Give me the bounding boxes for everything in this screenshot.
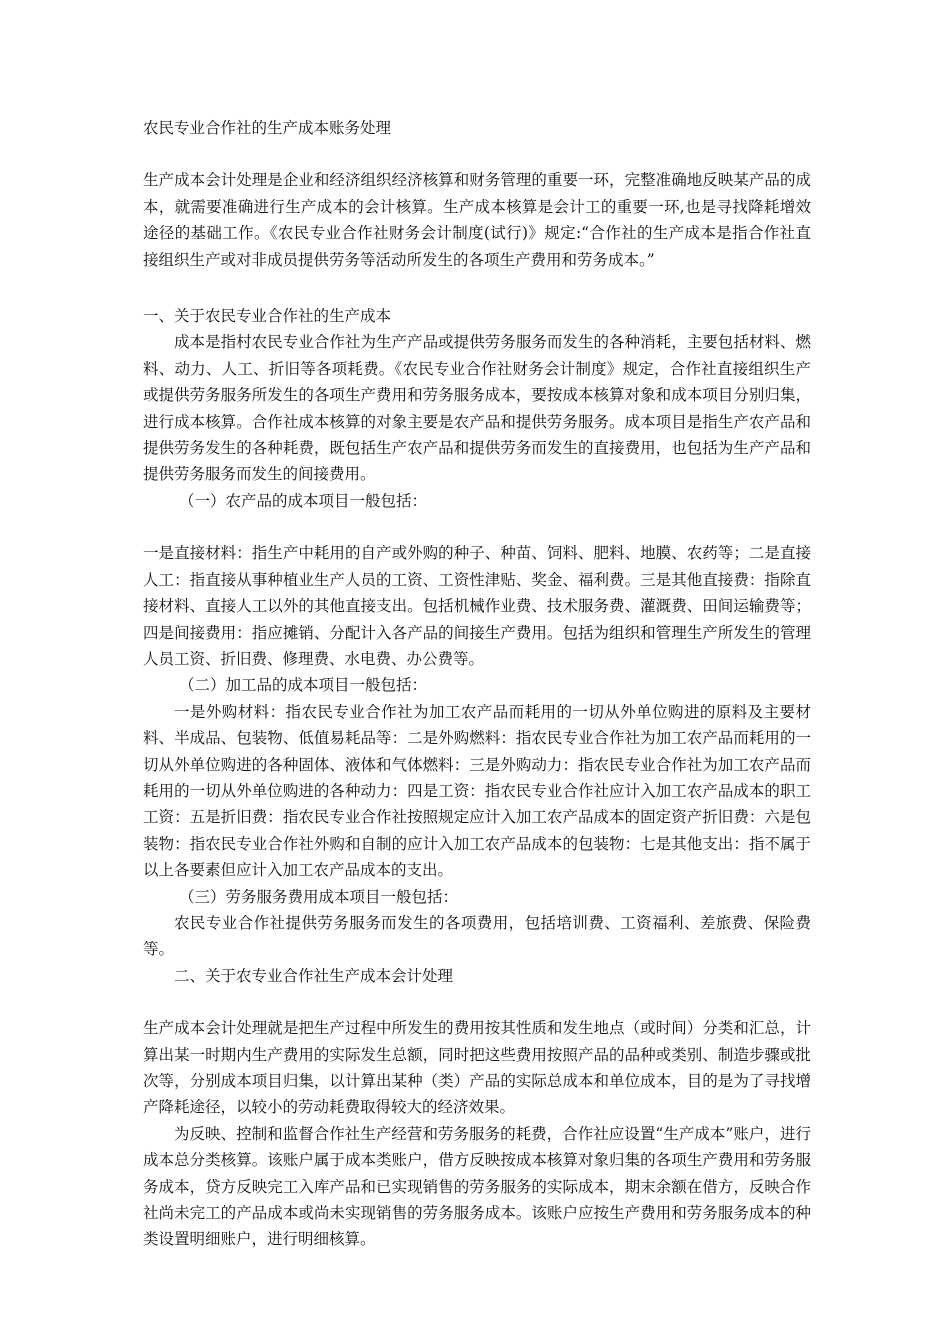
spacer (143, 514, 811, 540)
sub2-paragraph: 一是外购材料：指农民专业合作社为加工农产品而耗用的一切从外单位购进的原料及主要材料、半成品、包装物、低值易耗品等：二是外购燃料：指农民专业合作社为加工农产品而耗用的一切从外单位购进的各种固体、液体和气体燃料：三是外购动力：指农民专业合作社为加工农产品而耗用的一切从外单位购进的各种动力：四是工资：指农民专业合作社应计入加工农产品成本的职工工资：五是折旧费：指农民专业合作社按照规定应计入加工农产品成本的固定资产折旧费：六是包装物：指农民专业合作社外购和自制的应计入加工农产品成本的包装物：七是其他支出：指不属于以上各要素但应计入加工农产品成本的支出。 (143, 702, 811, 880)
section1-paragraph: 成本是指村农民专业合作社为生产产品或提供劳务服务而发生的各种消耗，主要包括材料、燃料、动力、人工、折旧等各项耗费。《农民专业合作社财务会计制度》规定，合作社直接组织生产或提供劳务服务所发生的各项生产费用和劳务服务成本，要按成本核算对象和成本项目分别归集，进行成本核算。合作社成本核算的对象主要是农产品和提供劳务服务。成本项目是指生产农产品和提供劳务发生的各种耗费，既包括生产农产品和提供劳务而发生的直接费用，也包括为生产产品和提供劳务服务而发生的间接费用。 (143, 333, 811, 484)
document-title: 农民专业合作社的生产成本账务处理 (143, 119, 392, 137)
spacer (143, 989, 811, 1015)
spacer (143, 273, 811, 303)
section2-paragraph-1: 生产成本会计处理就是把生产过程中所发生的费用按其性质和发生地点（或时间）分类和汇总，计算出某一时期内生产费用的实际发生总额，同时把这些费用按照产品的品种或类别、制造步骤或批次等，分别成本项目归集，以计算出某种（类）产品的实际总成本和单位成本，目的是为了寻找增产降耗途径，以较小的劳动耗费取得较大的经济效果。 (143, 1019, 811, 1117)
section1-heading: 一、关于农民专业合作社的生产成本 (143, 307, 392, 326)
sub1-heading: （一）农产品的成本项目一般包括： (179, 491, 428, 510)
sub2-heading: （二）加工品的成本项目一般包括： (179, 676, 428, 695)
sub3-paragraph: 农民专业合作社提供劳务服务而发生的各项费用，包括培训费、工资福利、差旅费、保险费等。 (143, 913, 811, 959)
section2-heading: 二、关于农专业合作社生产成本会计处理 (174, 966, 454, 985)
intro-paragraph: 生产成本会计处理是企业和经济组织经济核算和财务管理的重要一环，完整准确地反映某产品的成本，就需要准确进行生产成本的会计核算。生产成本核算是会计工的重要一环,也是寻找降耗增效途径的基础工作。《农民专业合作社财务会计制度(试行)》规定:“合作社的生产成本是指合作社直接组织生产或对非成员提供劳务等活动所发生的各项生产费用和劳务成本。” (143, 171, 811, 269)
section2-paragraph-2: 为反映、控制和监督合作社生产经营和劳务服务的耗费，合作社应设置“生产成本”账户，进行成本总分类核算。该账户属于成本类账户，借方反映按成本核算对象归集的各项生产费用和劳务服务成本，贷方反映完工入库产品和已实现销售的劳务服务的实际成本，期末余额在借方，反映合作社尚未完工的产品成本或尚未实现销售的劳务服务成本。该账户应按生产费用和劳务服务成本的种类设置明细账户，进行明细核算。 (143, 1124, 811, 1249)
document-page (143, 115, 811, 1253)
sub3-heading: （三）劳务服务费用成本项目一般包括： (179, 887, 459, 906)
sub1-paragraph: 一是直接材料：指生产中耗用的自产或外购的种子、种苗、饲料、肥料、地膜、农药等；二是直接人工：指直接从事种植业生产人员的工资、工资性津贴、奖金、福利费。三是其他直接费：指除直接材料、直接人工以外的其他直接支出。包括机械作业费、技术服务费、灌溉费、田间运输费等；四是间接费用：指应摊销、分配计入各产品的间接生产费用。包括为组织和管理生产所发生的管理人员工资、折旧费、修理费、水电费、办公费等。 (143, 544, 811, 668)
